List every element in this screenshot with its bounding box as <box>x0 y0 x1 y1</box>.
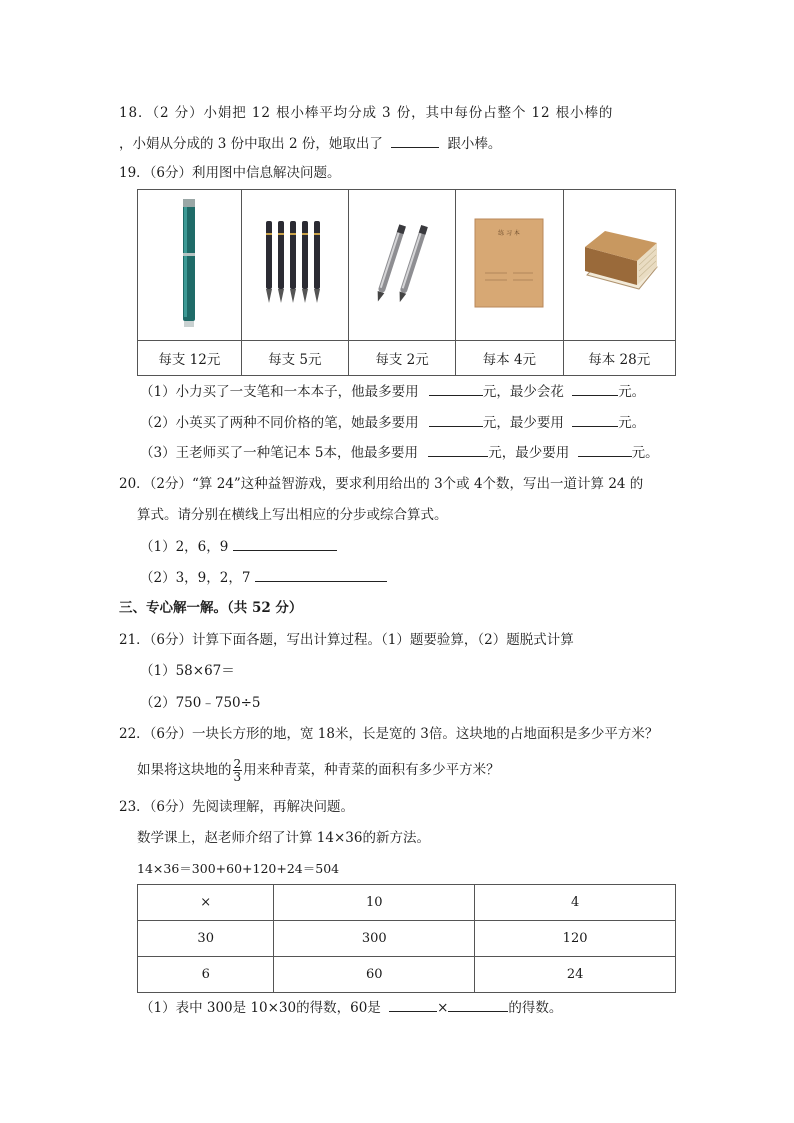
product-price-table <box>137 189 676 376</box>
book-icon <box>577 225 661 301</box>
q19-sub1 <box>140 381 645 402</box>
q19-title: 19．（6分）利用图中信息解决问题。 <box>119 165 341 181</box>
multiplication-table <box>137 884 676 993</box>
fraction-numerator: 2 <box>233 757 242 771</box>
price-label-5: 每本 28元 <box>563 341 675 376</box>
price-label-4: 每本 4元 <box>456 341 563 376</box>
q23-sub1-text-a: （1）表中 300是 10×30的得数，60是 <box>140 1000 381 1016</box>
q23-sub1-times: × <box>437 1000 449 1016</box>
q20-sub2-text: （2）3，9，2，7 <box>140 570 251 586</box>
q18-line1: 18．（2 分）小娟把 12 根小棒平均分成 3 份，其中每份占整个 12 根小棒的 <box>119 105 614 121</box>
q22-line2 <box>137 755 500 785</box>
q20-line2: 算式。请分别在横线上写出相应的分步或综合算式。 <box>137 507 448 523</box>
table-cell: × <box>138 885 274 921</box>
q19-sub1-text-c: 元。 <box>618 384 646 400</box>
q18-text-a: ，小娟从分成的 3 份中取出 2 份，她取出了 <box>119 136 383 152</box>
q22-text-a: 如果将这块地的 <box>137 762 232 778</box>
q20-sub2 <box>140 567 387 588</box>
q19-sub2-text-b: 元，最少要用 <box>482 415 564 431</box>
q23-sub1 <box>140 997 562 1018</box>
q19-sub2-text-a: （2）小英买了两种不同价格的笔，她最多要用 <box>140 415 419 431</box>
product-cell-4 <box>456 190 563 341</box>
q19-sub3-blank-max[interactable] <box>428 442 488 457</box>
table-cell: 24 <box>475 957 676 993</box>
q20-sub1-answer-blank[interactable] <box>233 536 337 551</box>
table-cell: 10 <box>274 885 475 921</box>
q19-sub2-blank-min[interactable] <box>572 412 618 427</box>
section3-heading: 三、专心解一解。（共 52 分） <box>119 600 303 616</box>
q19-sub3-text-b: 元，最少要用 <box>488 445 570 461</box>
fraction-denominator: 3 <box>233 770 242 784</box>
pens-set-icon <box>260 213 330 313</box>
table-cell: 300 <box>274 921 475 957</box>
table-row <box>138 957 676 993</box>
price-label-2: 每支 5元 <box>241 341 348 376</box>
q19-sub1-blank-max[interactable] <box>429 381 483 396</box>
q19-sub2-text-c: 元。 <box>618 415 646 431</box>
q18-line2 <box>119 133 501 154</box>
table-cell: 6 <box>138 957 274 993</box>
table-cell: 30 <box>138 921 274 957</box>
q21-title: 21．（6分）计算下面各题，写出计算过程。（1）题要验算，（2）题脱式计算 <box>119 632 574 648</box>
q23-sub1-blank-2[interactable] <box>448 997 508 1012</box>
q19-sub3-text-c: 元。 <box>631 445 659 461</box>
q19-sub3-text-a: （3）王老师买了一种笔记本 5本，他最多要用 <box>140 445 418 461</box>
q23-sub1-blank-1[interactable] <box>389 997 437 1012</box>
price-label-1: 每支 12元 <box>138 341 242 376</box>
q19-sub2-blank-max[interactable] <box>429 412 483 427</box>
fraction-two-thirds <box>233 758 243 783</box>
q19-sub2 <box>140 412 645 433</box>
product-cell-5 <box>563 190 675 341</box>
table-row <box>138 921 676 957</box>
table-cell: 60 <box>274 957 475 993</box>
q23-title: 23．（6分）先阅读理解，再解决问题。 <box>119 799 355 815</box>
q21-sub1: （1）58×67＝ <box>140 663 235 679</box>
fountain-pen-icon <box>169 193 209 333</box>
q19-sub1-blank-min[interactable] <box>572 381 618 396</box>
table-row <box>138 885 676 921</box>
q23-intro: 数学课上，赵老师介绍了计算 14×36的新方法。 <box>137 830 430 846</box>
q19-sub1-text-b: 元，最少会花 <box>482 384 564 400</box>
table-cell: 4 <box>475 885 676 921</box>
q23-sub1-text-c: 的得数。 <box>508 1000 563 1016</box>
q20-sub1-text: （1）2，6，9 <box>140 539 229 555</box>
notebook-cover-text: 练 习 本 <box>498 230 521 237</box>
q20-sub2-answer-blank[interactable] <box>255 567 387 582</box>
q21-sub2: （2）750﹣750÷5 <box>140 695 261 711</box>
q18-answer-blank[interactable] <box>391 133 439 148</box>
notebook-icon <box>473 217 545 309</box>
product-cell-2 <box>241 190 348 341</box>
q20-line1: 20．（2分）“算 24”这种益智游戏，要求利用给出的 3个或 4个数，写出一道计算 24 的 <box>119 476 644 492</box>
q22-line1: 22．（6分）一块长方形的地，宽 18米，长是宽的 3倍。这块地的占地面积是多少平方米？ <box>119 726 659 742</box>
q20-sub1 <box>140 536 337 557</box>
q18-text-b: 跟小棒。 <box>447 136 502 152</box>
price-label-3: 每支 2元 <box>348 341 455 376</box>
product-cell-3 <box>348 190 455 341</box>
product-cell-1 <box>138 190 242 341</box>
table-cell: 120 <box>475 921 676 957</box>
q19-sub3 <box>140 442 659 463</box>
q22-text-b: 用来种青菜，种青菜的面积有多少平方米？ <box>243 762 500 778</box>
q19-sub3-blank-min[interactable] <box>578 442 632 457</box>
q23-formula: 14×36＝300+60+120+24＝504 <box>137 861 340 876</box>
q19-sub1-text-a: （1）小力买了一支笔和一本本子，他最多要用 <box>140 384 419 400</box>
ballpoint-pens-icon <box>367 218 437 308</box>
